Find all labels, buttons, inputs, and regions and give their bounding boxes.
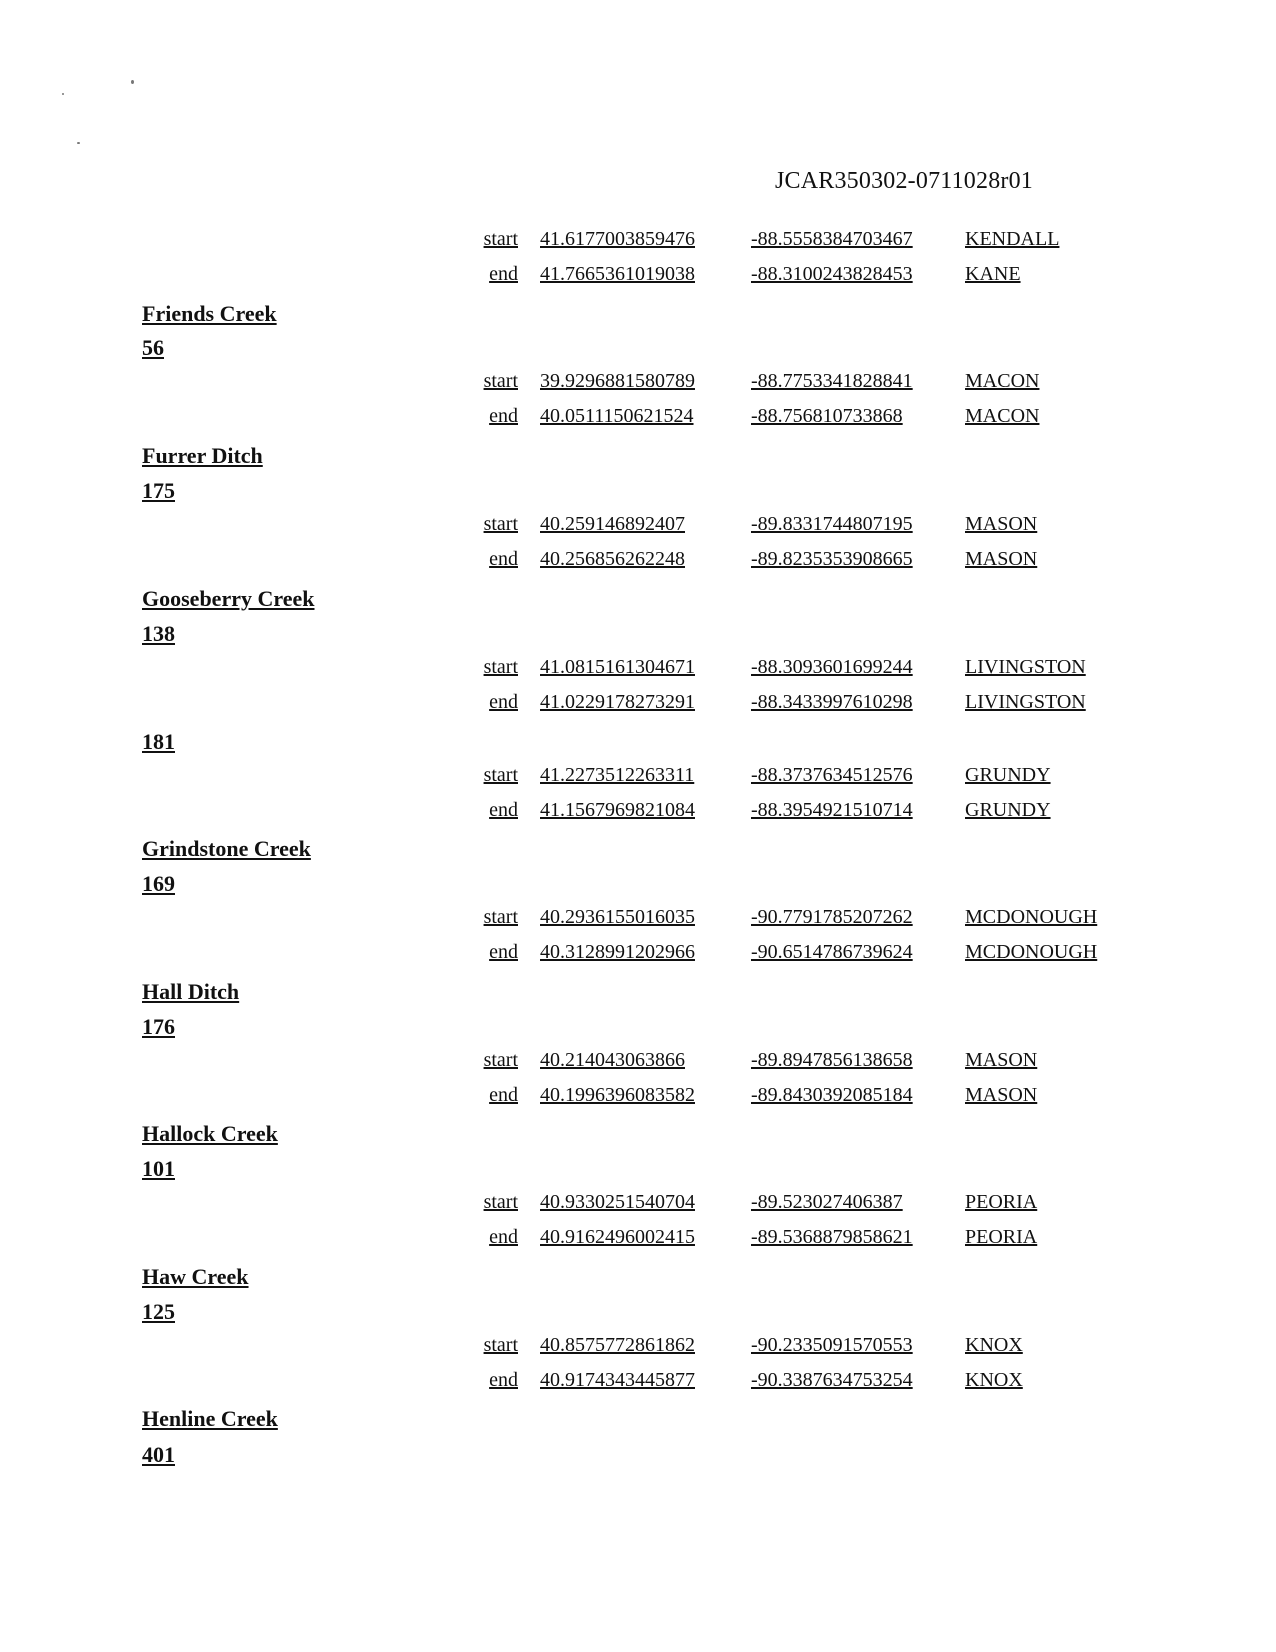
latitude: 41.6177003859476 xyxy=(540,228,695,250)
longitude: -89.5368879858621 xyxy=(751,1226,913,1248)
longitude: -89.8331744807195 xyxy=(751,513,913,535)
latitude: 40.1996396083582 xyxy=(540,1084,695,1106)
document-id: JCAR350302-0711028r01 xyxy=(775,168,1033,194)
row-label: end xyxy=(489,405,518,427)
scan-speck xyxy=(77,142,80,144)
county: PEORIA xyxy=(965,1191,1038,1213)
latitude: 39.9296881580789 xyxy=(540,370,695,392)
longitude: -89.523027406387 xyxy=(751,1191,903,1213)
latitude: 40.8575772861862 xyxy=(540,1334,695,1356)
scan-speck xyxy=(62,93,64,95)
row-label: start xyxy=(483,656,518,678)
stream-name: Haw Creek xyxy=(142,1264,249,1289)
stream-name: Gooseberry Creek xyxy=(142,586,315,611)
stream-number: 101 xyxy=(142,1156,175,1181)
latitude: 41.2273512263311 xyxy=(540,764,695,786)
row-label: end xyxy=(489,548,518,570)
county: KENDALL xyxy=(965,228,1060,250)
row-label: end xyxy=(489,263,518,285)
row-label: end xyxy=(489,1084,518,1106)
longitude: -90.3387634753254 xyxy=(751,1369,913,1391)
stream-number: 169 xyxy=(142,871,175,896)
longitude: -88.3954921510714 xyxy=(751,799,913,821)
latitude: 40.0511150621524 xyxy=(540,405,694,427)
longitude: -88.3100243828453 xyxy=(751,263,913,285)
county: LIVINGSTON xyxy=(965,691,1086,713)
county: KNOX xyxy=(965,1369,1023,1391)
latitude: 40.9330251540704 xyxy=(540,1191,695,1213)
latitude: 40.2936155016035 xyxy=(540,906,695,928)
row-label: start xyxy=(483,1191,518,1213)
county: MCDONOUGH xyxy=(965,906,1098,928)
longitude: -88.7753341828841 xyxy=(751,370,913,392)
county: MCDONOUGH xyxy=(965,941,1098,963)
latitude: 40.259146892407 xyxy=(540,513,685,535)
stream-number: 175 xyxy=(142,478,175,503)
longitude: -89.8235353908665 xyxy=(751,548,913,570)
longitude: -89.8947856138658 xyxy=(751,1049,913,1071)
county: GRUNDY xyxy=(965,799,1051,821)
county: MACON xyxy=(965,405,1040,427)
row-label: start xyxy=(483,228,518,250)
longitude: -88.3433997610298 xyxy=(751,691,913,713)
latitude: 40.3128991202966 xyxy=(540,941,695,963)
stream-name: Friends Creek xyxy=(142,301,277,326)
row-label: end xyxy=(489,941,518,963)
latitude: 41.7665361019038 xyxy=(540,263,695,285)
county: MASON xyxy=(965,513,1038,535)
scan-speck xyxy=(131,80,134,84)
stream-name: Grindstone Creek xyxy=(142,836,311,861)
latitude: 40.9162496002415 xyxy=(540,1226,695,1248)
latitude: 40.214043063866 xyxy=(540,1049,685,1071)
row-label: start xyxy=(483,906,518,928)
longitude: -90.7791785207262 xyxy=(751,906,913,928)
stream-name: Hall Ditch xyxy=(142,979,240,1004)
row-label: start xyxy=(483,370,518,392)
latitude: 41.1567969821084 xyxy=(540,799,695,821)
longitude: -88.5558384703467 xyxy=(751,228,913,250)
stream-number: 181 xyxy=(142,729,175,754)
stream-number: 176 xyxy=(142,1014,175,1039)
county: PEORIA xyxy=(965,1226,1038,1248)
row-label: start xyxy=(483,764,518,786)
row-label: start xyxy=(483,513,518,535)
row-label: end xyxy=(489,1369,518,1391)
stream-name: Henline Creek xyxy=(142,1406,278,1431)
latitude: 40.256856262248 xyxy=(540,548,685,570)
longitude: -88.3737634512576 xyxy=(751,764,913,786)
longitude: -88.756810733868 xyxy=(751,405,903,427)
county: MASON xyxy=(965,548,1038,570)
stream-number: 138 xyxy=(142,621,175,646)
longitude: -90.2335091570553 xyxy=(751,1334,913,1356)
stream-number: 125 xyxy=(142,1299,175,1324)
stream-name: Furrer Ditch xyxy=(142,443,263,468)
row-label: end xyxy=(489,799,518,821)
latitude: 41.0815161304671 xyxy=(540,656,695,678)
county: GRUNDY xyxy=(965,764,1051,786)
row-label: start xyxy=(483,1334,518,1356)
county: MASON xyxy=(965,1084,1038,1106)
county: MACON xyxy=(965,370,1040,392)
latitude: 41.0229178273291 xyxy=(540,691,695,713)
row-label: end xyxy=(489,1226,518,1248)
longitude: -89.8430392085184 xyxy=(751,1084,913,1106)
county: LIVINGSTON xyxy=(965,656,1086,678)
stream-number: 56 xyxy=(142,335,164,360)
latitude: 40.9174343445877 xyxy=(540,1369,695,1391)
stream-number: 401 xyxy=(142,1442,175,1467)
county: MASON xyxy=(965,1049,1038,1071)
longitude: -88.3093601699244 xyxy=(751,656,913,678)
row-label: start xyxy=(483,1049,518,1071)
stream-name: Hallock Creek xyxy=(142,1121,278,1146)
longitude: -90.6514786739624 xyxy=(751,941,913,963)
county: KANE xyxy=(965,263,1021,285)
row-label: end xyxy=(489,691,518,713)
county: KNOX xyxy=(965,1334,1023,1356)
